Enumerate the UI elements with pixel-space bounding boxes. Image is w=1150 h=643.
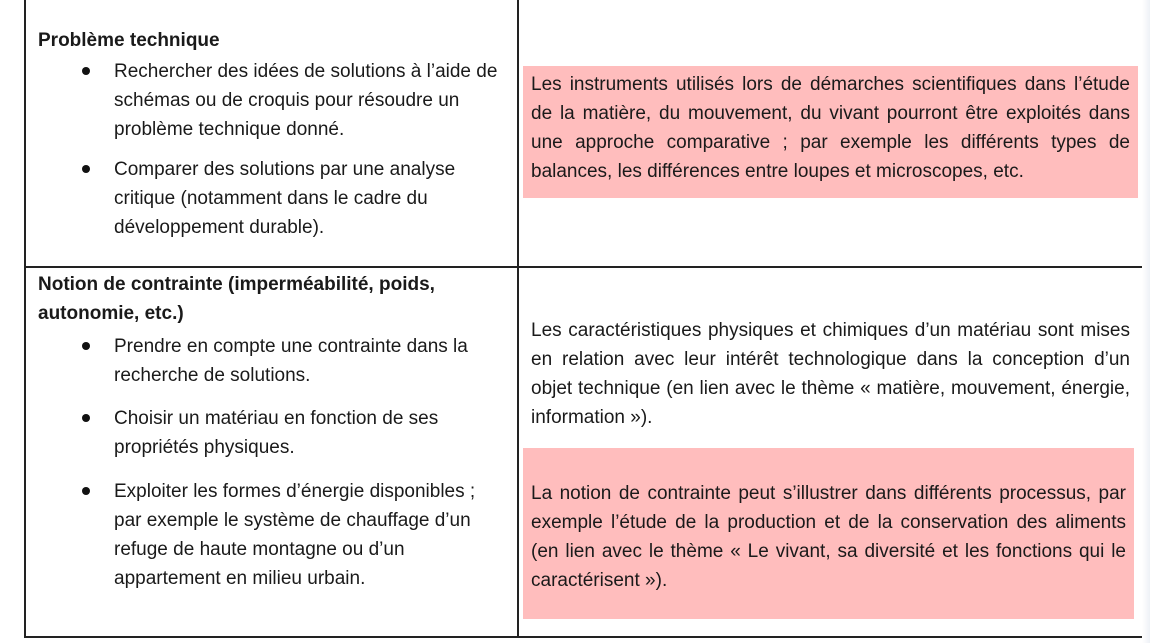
bullet-icon (82, 342, 90, 350)
section-title: Notion de contrainte (imperméabilité, poids, autonomie, etc.) (38, 274, 435, 324)
highlighted-note: Les instruments utilisés lors de démarches scientifiques dans l’étude de la matière, du mouvement, du vivant pourront être exploités dans une approche comparative ; par exemple les différents types de balances, les différences entre loupes et microscopes, etc. (523, 66, 1138, 198)
list-item-text: Comparer des solutions par une analyse critique (notamment dans le cadre du développement durable). (114, 159, 456, 238)
list-item (26, 57, 517, 144)
table-row (25, 0, 1145, 267)
page-edge (1142, 0, 1150, 643)
bullet-list (26, 332, 517, 593)
list-item (26, 477, 517, 593)
highlighted-note: La notion de contrainte peut s’illustrer dans différents processus, par exemple l’étude de la production et de la conservation des aliments (en lien avec le thème « Le vivant, sa diversité et les fonctions qui le caractérisent »). (523, 448, 1134, 619)
bullet-icon (82, 67, 90, 75)
bullet-list (26, 57, 517, 242)
bullet-icon (82, 165, 90, 173)
curriculum-table (24, 0, 1146, 638)
list-item (26, 404, 517, 462)
section-title: Problème technique (38, 30, 220, 51)
list-item-text: Choisir un matériau en fonction de ses propriétés physiques. (114, 408, 439, 458)
list-item-text: Prendre en compte une contrainte dans la recherche de solutions. (114, 336, 468, 386)
repere-cell (518, 0, 1145, 267)
bullet-icon (82, 487, 90, 495)
list-item (26, 155, 517, 242)
list-item-text: Exploiter les formes d’énergie disponibles ; par exemple le système de chauffage d’un refuge de haute montagne ou d’un appartement en milieu urbain. (114, 481, 476, 589)
repere-cell (518, 267, 1145, 637)
competences-cell (25, 267, 518, 637)
bullet-icon (82, 414, 90, 422)
list-item-text: Rechercher des idées de solutions à l’aide de schémas ou de croquis pour résoudre un problème technique donné. (114, 61, 498, 140)
list-item (26, 332, 517, 390)
body-paragraph: Les caractéristiques physiques et chimiques d’un matériau sont mises en relation avec leur intérêt technologique dans la conception d’un objet technique (en lien avec le thème « matière, mouvement, énergie, information »). (531, 320, 1130, 428)
table-row (25, 267, 1145, 637)
competences-cell (25, 0, 518, 267)
